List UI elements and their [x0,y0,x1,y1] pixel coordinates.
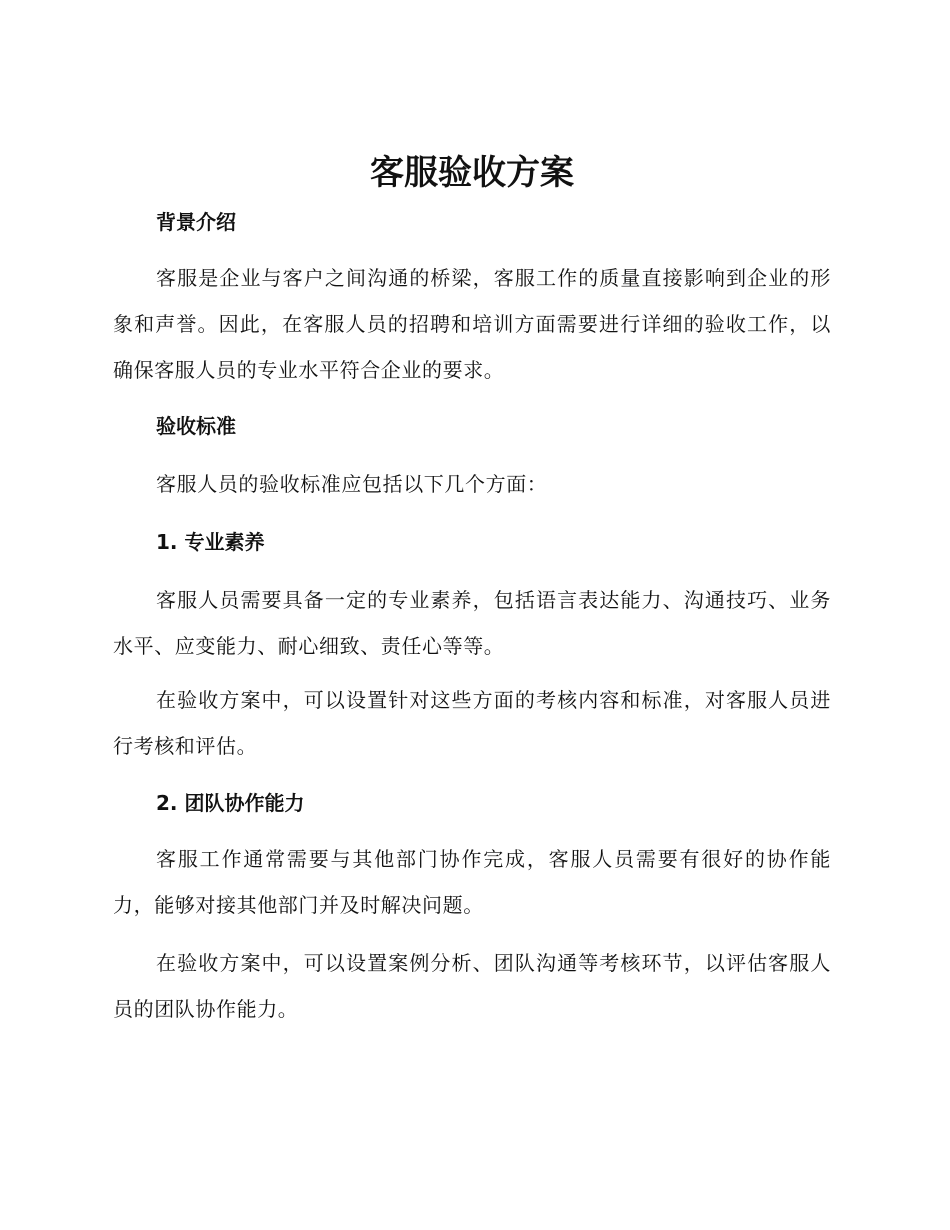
section-heading-teamwork: 2. 团队协作能力 [156,791,305,815]
document-title: 客服验收方案 [370,153,574,193]
paragraph-teamwork-1: 客服工作通常需要与其他部门协作完成，客服人员需要有很好的协作能力，能够对接其他部门并及时解决问题。 [113,847,831,917]
section-heading-professionalism: 1. 专业素养 [156,530,265,554]
paragraph-professionalism-1: 客服人员需要具备一定的专业素养，包括语言表达能力、沟通技巧、业务水平、应变能力、耐心细致、责任心等等。 [113,588,831,658]
paragraph-criteria-intro: 客服人员的验收标准应包括以下几个方面： [156,472,548,496]
paragraph-professionalism-2: 在验收方案中，可以设置针对这些方面的考核内容和标准，对客服人员进行考核和评估。 [113,688,831,758]
section-heading-acceptance-criteria: 验收标准 [156,414,236,438]
paragraph-teamwork-2: 在验收方案中，可以设置案例分析、团队沟通等考核环节，以评估客服人员的团队协作能力。 [113,951,831,1021]
section-heading-background: 背景介绍 [156,210,236,234]
paragraph-background-intro: 客服是企业与客户之间沟通的桥梁，客服工作的质量直接影响到企业的形象和声誉。因此，在客服人员的招聘和培训方面需要进行详细的验收工作，以确保客服人员的专业水平符合企业的要求。 [113,266,831,382]
